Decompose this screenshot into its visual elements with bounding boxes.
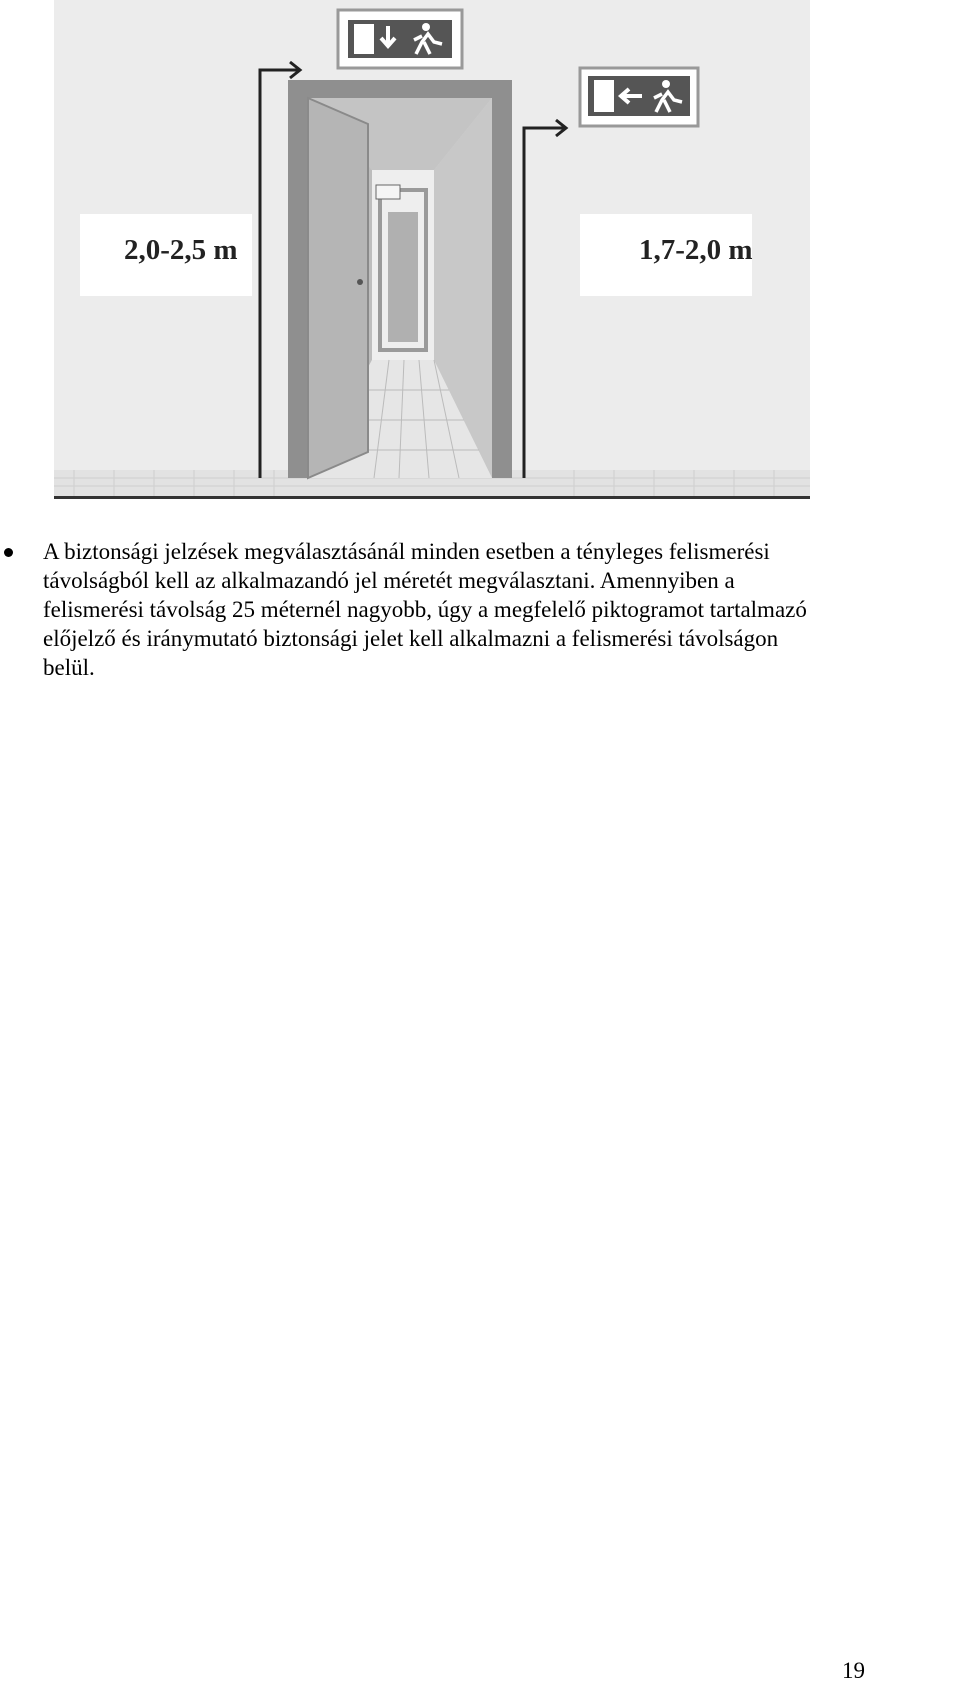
text-line: A biztonsági jelzések megválasztásánál minden esetben a tényleges felismerési <box>43 539 770 564</box>
exit-sign-distance-figure <box>54 0 810 502</box>
bullet-text <box>43 537 959 682</box>
text-line: előjelző és iránymutató biztonsági jelet kell alkalmazni a felismerési távolságon <box>43 626 779 651</box>
left-distance-label: 2,0-2,5 m <box>124 234 238 266</box>
right-distance-label: 1,7-2,0 m <box>639 234 753 266</box>
text-line: távolságból kell az alkalmazandó jel méretét megválasztani. Amennyiben a <box>43 568 735 593</box>
text-line: felismerési távolság 25 méternél nagyobb, úgy a megfelelő piktogramot tartalmazó <box>43 597 807 622</box>
text-line: belül. <box>43 655 95 680</box>
page-number: 19 <box>842 1658 865 1683</box>
bullet-icon <box>4 548 13 557</box>
